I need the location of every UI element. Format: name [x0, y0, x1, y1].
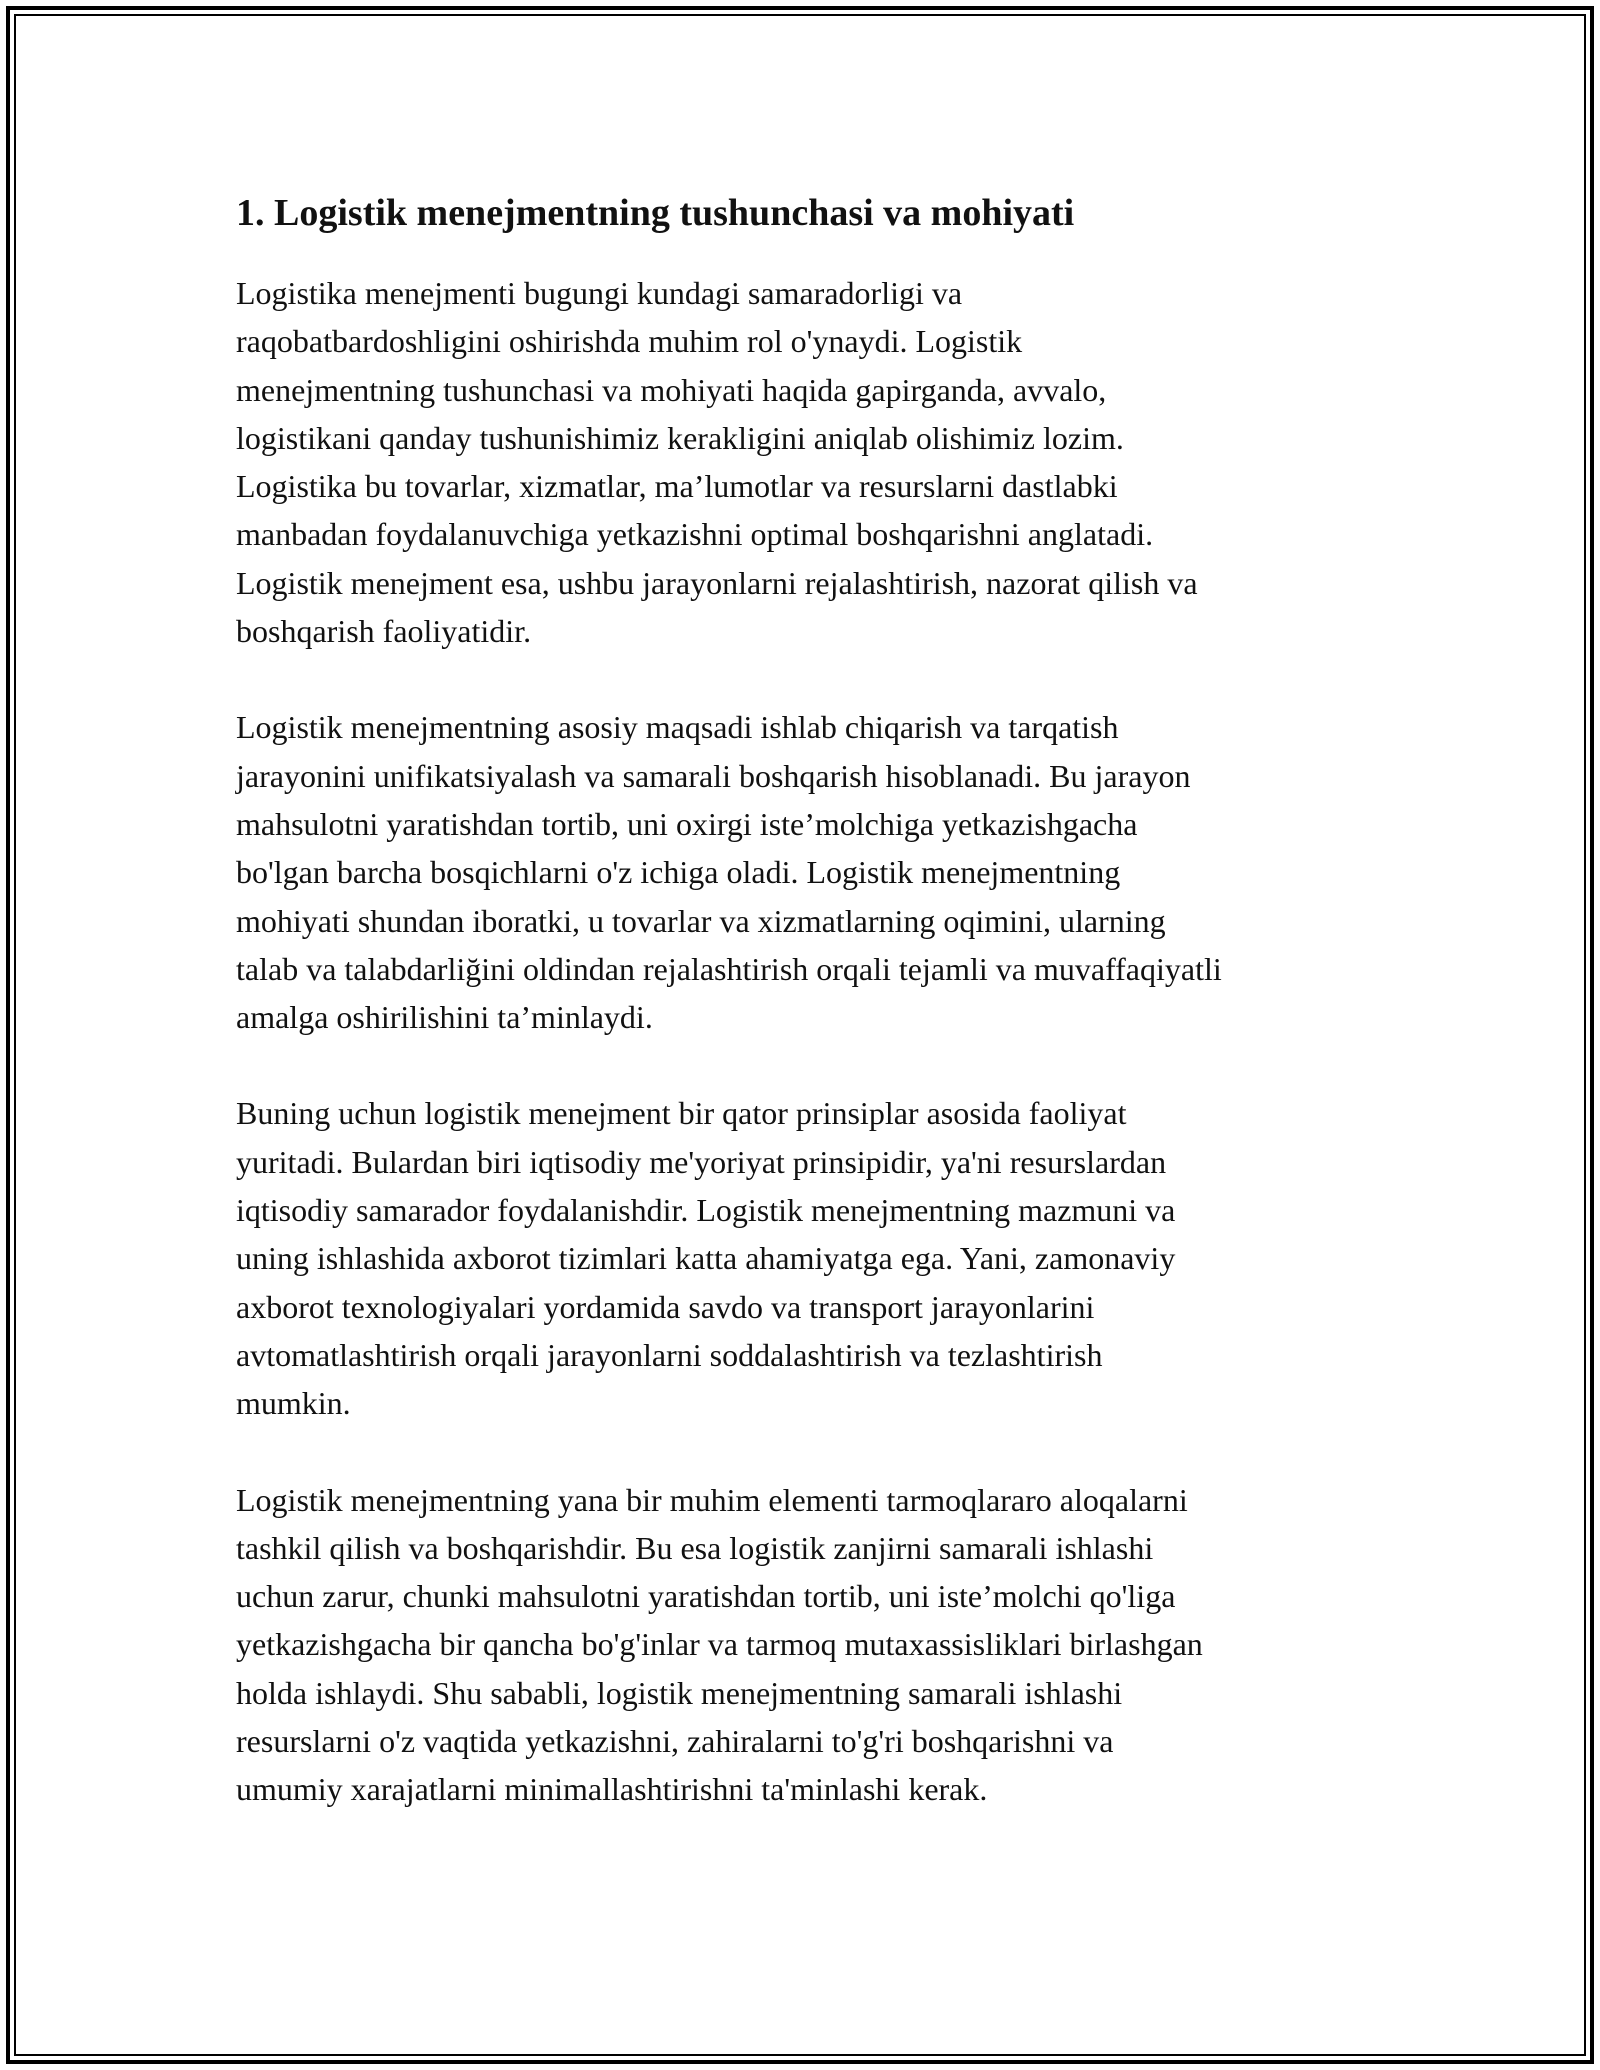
text-line: mahsulotni yaratishdan tortib, uni oxirgi iste’molchiga yetkazishgacha	[236, 805, 1138, 842]
text-line: resurslarni o'z vaqtida yetkazishni, zahiralarni to'g'ri boshqarishni va	[236, 1723, 1114, 1760]
section-heading: 1. Logistik menejmentning tushunchasi va mohiyati	[236, 192, 1075, 234]
text-line: raqobatbardoshligini oshirishda muhim rol o'ynaydi. Logistik	[236, 323, 1023, 360]
text-line: Logistika bu tovarlar, xizmatlar, ma’lumotlar va resurslarni dastlabki	[236, 468, 1118, 505]
text-line: holda ishlaydi. Shu sababli, logistik menejmentning samarali ishlashi	[236, 1674, 1123, 1711]
paragraph-1	[236, 269, 1376, 655]
text-line: logistikani qanday tushunishimiz kerakligini aniqlab olishimiz lozim.	[236, 419, 1124, 456]
text-line: Logistik menejmentning asosiy maqsadi ishlab chiqarish va tarqatish	[236, 709, 1119, 746]
text-line: avtomatlashtirish orqali jarayonlarni soddalashtirish va tezlashtirish	[236, 1336, 1103, 1373]
text-line: uchun zarur, chunki mahsulotni yaratishdan tortib, uni iste’molchi qo'liga	[236, 1578, 1176, 1615]
text-line: jarayonini unifikatsiyalash va samarali boshqarish hisoblanadi. Bu jarayon	[236, 757, 1191, 794]
text-line: boshqarish faoliyatidir.	[236, 613, 532, 650]
text-line: menejmentning tushunchasi va mohiyati haqida gapirganda, avvalo,	[236, 371, 1107, 408]
text-line: amalga oshirilishini ta’minlaydi.	[236, 999, 653, 1036]
text-line: mumkin.	[236, 1385, 351, 1422]
text-line: Buning uchun logistik menejment bir qator prinsiplar asosida faoliyat	[236, 1095, 1127, 1132]
text-line: tashkil qilish va boshqarishdir. Bu esa logistik zanjirni samarali ishlashi	[236, 1529, 1154, 1566]
text-line: bo'lgan barcha bosqichlarni o'z ichiga oladi. Logistik menejmentning	[236, 854, 1121, 891]
text-line: iqtisodiy samarador foydalanishdir. Logistik menejmentning mazmuni va	[236, 1192, 1176, 1229]
text-line: talab va talabdarliğini oldindan rejalashtirish orqali tejamli va muvaffaqiyatli	[236, 950, 1222, 987]
text-line: Logistik menejment esa, ushbu jarayonlarni rejalashtirish, nazorat qilish va	[236, 564, 1198, 601]
text-line: umumiy xarajatlarni minimallashtirishni ta'minlashi kerak.	[236, 1771, 988, 1808]
text-line: Logistik menejmentning yana bir muhim elementi tarmoqlararo aloqalarni	[236, 1481, 1188, 1518]
paragraph-4	[236, 1476, 1376, 1814]
text-line: yetkazishgacha bir qancha bo'g'inlar va tarmoq mutaxassisliklari birlashgan	[236, 1626, 1203, 1663]
text-line: manbadan foydalanuvchiga yetkazishni optimal boshqarishni anglatadi.	[236, 516, 1154, 553]
document-body	[236, 185, 1376, 1862]
text-line: axborot texnologiyalari yordamida savdo va transport jarayonlarini	[236, 1288, 1095, 1325]
text-line: Logistika menejmenti bugungi kundagi samaradorligi va	[236, 275, 963, 311]
paragraph-2	[236, 703, 1376, 1041]
paragraph-3	[236, 1089, 1376, 1427]
text-line: mohiyati shundan iboratki, u tovarlar va xizmatlarning oqimini, ularning	[236, 902, 1166, 939]
text-line: yuritadi. Bulardan biri iqtisodiy me'yoriyat prinsipidir, ya'ni resurslardan	[236, 1143, 1167, 1180]
text-line: uning ishlashida axborot tizimlari katta ahamiyatga ega. Yani, zamonaviy	[236, 1240, 1176, 1277]
